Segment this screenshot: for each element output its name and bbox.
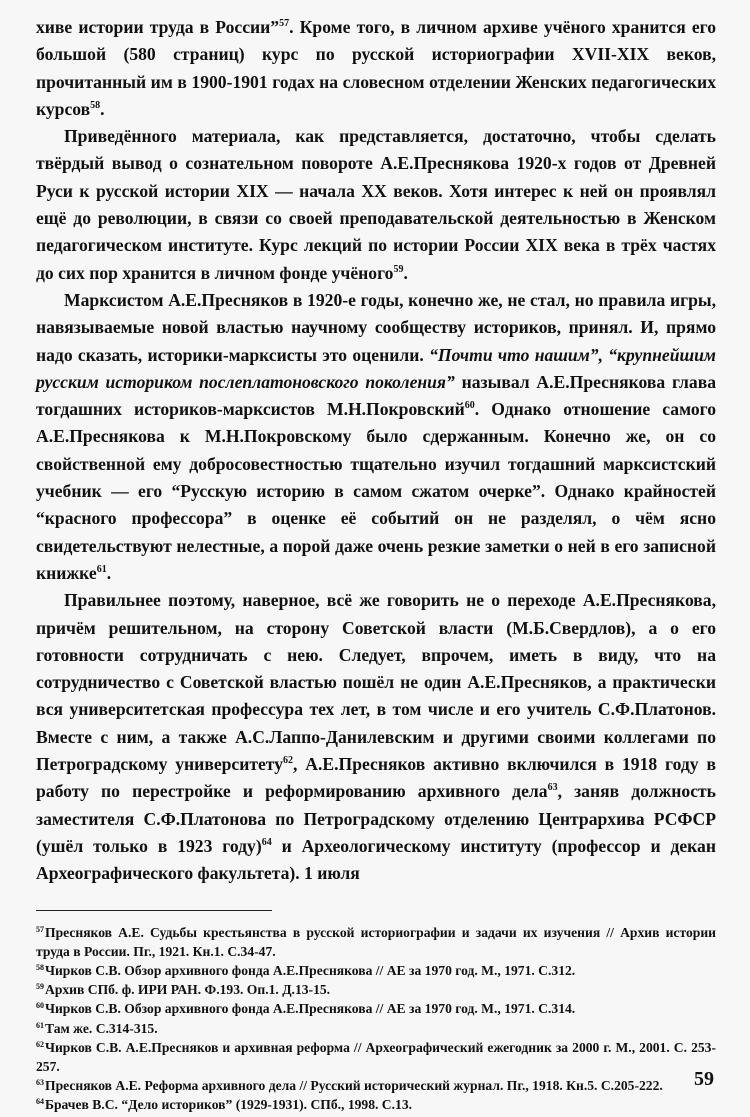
footnote xyxy=(36,1095,716,1114)
main-text xyxy=(36,14,716,888)
footnote-separator xyxy=(36,910,272,911)
footnote-text: Архив СПб. ф. ИРИ РАН. Ф.193. Оп.1. Д.13-15. xyxy=(45,982,331,998)
text-run: называл А.Е.Преснякова глава тогдашних историков-марксистов М.Н.Покровский xyxy=(36,371,717,420)
text-run: . xyxy=(403,262,408,283)
text-run: хиве истории труда в России” xyxy=(36,17,280,37)
footnote-text: Брачев В.С. “Дело историков” (1929-1931). СПб., 1998. С.13. xyxy=(45,1097,413,1113)
paragraph xyxy=(36,287,716,587)
text-run: и Археологическому институту (профессор и декан Археографического факультета). 1 июля xyxy=(36,835,716,884)
footnote-text: Там же. С.314-315. xyxy=(45,1020,158,1036)
footnote xyxy=(36,1038,716,1076)
footnote-number: 62 xyxy=(36,1039,44,1049)
footnote xyxy=(36,961,716,980)
text-run: , заняв должность заместителя С.Ф.Платонова по Петроградскому отделению Центрархива РСФСР (ушёл только в 1923 году) xyxy=(36,781,716,856)
footnote-number: 63 xyxy=(36,1078,44,1088)
footnote-ref-64[interactable]: 64 xyxy=(261,836,272,848)
footnote xyxy=(36,980,716,999)
paragraph xyxy=(36,14,716,123)
footnote-text: Чирков С.В. А.Е.Пресняков и архивная реформа // Археографический ежегодник за 2000 г. М., 2001. С. 253-257. xyxy=(36,1039,716,1074)
footnote-text: Пресняков А.Е. Реформа архивного дела // Русский исторический журнал. Пг., 1918. Кн.5. С.205-222. xyxy=(45,1078,663,1094)
paragraph xyxy=(36,123,716,287)
footnote-ref-62[interactable]: 62 xyxy=(283,755,294,767)
footnote-number: 58 xyxy=(36,962,44,972)
page-content xyxy=(36,14,716,1115)
footnote-ref-57[interactable]: 57 xyxy=(279,18,290,29)
text-run: Марксистом А.Е.Пресняков в 1920-е годы, конечно же, не стал, но правила игры, навязываемые новой властью научному сообществу историков, принял. И, прямо надо сказать, историки-марксисты это оценили. xyxy=(36,289,716,365)
footnote xyxy=(36,923,716,961)
footnote-text: Пресняков А.Е. Судьбы крестьянства в русской историографии и задачи их изучения // Архив истории труда в России. Пг., 1921. Кн.1. С.34-47. xyxy=(36,924,716,959)
text-run: , А.Е.Пресняков активно включился в 1918 году в работу по перестройке и реформированию архивного дела xyxy=(36,754,716,802)
footnote-number: 61 xyxy=(36,1020,44,1030)
footnote-text: Чирков С.В. Обзор архивного фонда А.Е.Преснякова // АЕ за 1970 год. М., 1971. С.312. xyxy=(45,962,576,978)
footnote xyxy=(36,1019,716,1038)
footnotes xyxy=(36,923,716,1115)
page-number: 59 xyxy=(694,1068,714,1090)
footnote-ref-60[interactable]: 60 xyxy=(464,400,475,412)
text-run: . xyxy=(106,562,112,583)
footnote-text: Чирков С.В. Обзор архивного фонда А.Е.Преснякова // АЕ за 1970 год. М., 1971. С.314. xyxy=(45,1001,576,1017)
text-run: Правильнее поэтому, наверное, всё же говорить не о переходе А.Е.Преснякова, причём решительном, на сторону Советской власти (М.Б.Свердлов), а о его готовности сотрудничать с нею. Следует, впрочем, иметь в виду, что на сотрудничество с Советской властью пошёл не один А.Е.Пресняков, а практически вся университетская профессура тех лет, в том числе и его учитель С.Ф.Платонов. Вместе с ним, а также А.С.Лаппо-Данилевским и другими своими коллегами по Петроградскому университету xyxy=(36,590,716,775)
footnote-number: 60 xyxy=(36,1001,44,1011)
paragraph xyxy=(36,587,716,887)
footnote-number: 59 xyxy=(36,982,44,992)
footnote-ref-59[interactable]: 59 xyxy=(393,263,404,275)
footnote-ref-61[interactable]: 61 xyxy=(96,563,107,575)
text-run: Приведённого материала, как представляется, достаточно, чтобы сделать твёрдый вывод о сознательном повороте А.Е.Преснякова 1920-х годов от Древней Руси к русской истории XIX — начала XX веков. Хотя интерес к ней он проявлял ещё до революции, в связи со своей преподавательской деятельностью в Женском педагогическом институте. Курс лекций по истории России XIX века в трёх частях до сих пор хранится в личном фонде учёного xyxy=(36,126,716,283)
footnote-number: 64 xyxy=(36,1097,44,1107)
text-run: . xyxy=(100,98,105,119)
footnote-ref-63[interactable]: 63 xyxy=(547,782,558,794)
text-run: . Однако отношение самого А.Е.Преснякова к М.Н.Покровскому было сдержанным. Конечно же, он со свойственной ему добросовестностью тщательно изучил тогдашний марксистский учебник — его “Русскую историю в самом сжатом очерке”. Однако крайностей “красного профессора” в оценке её событий он не разделял, о чём ясно свидетельствуют нелестные, а порой даже очень резкие заметки о ней в его записной книжке xyxy=(36,399,716,583)
footnote xyxy=(36,999,716,1018)
footnote-number: 57 xyxy=(36,924,44,934)
footnote-ref-58[interactable]: 58 xyxy=(90,99,101,111)
text-run: . Кроме того, в личном архиве учёного хранится его большой (580 страниц) курс по русской историографии XVII-XIX веков, прочитанный им в 1900-1901 годах на словесном отделении Женских педагогических курсов xyxy=(36,17,717,119)
quotation-italic: “Почти что нашим”, “крупнейшим русским историком послеплатоновского поколения” xyxy=(36,344,716,392)
footnote xyxy=(36,1076,716,1095)
